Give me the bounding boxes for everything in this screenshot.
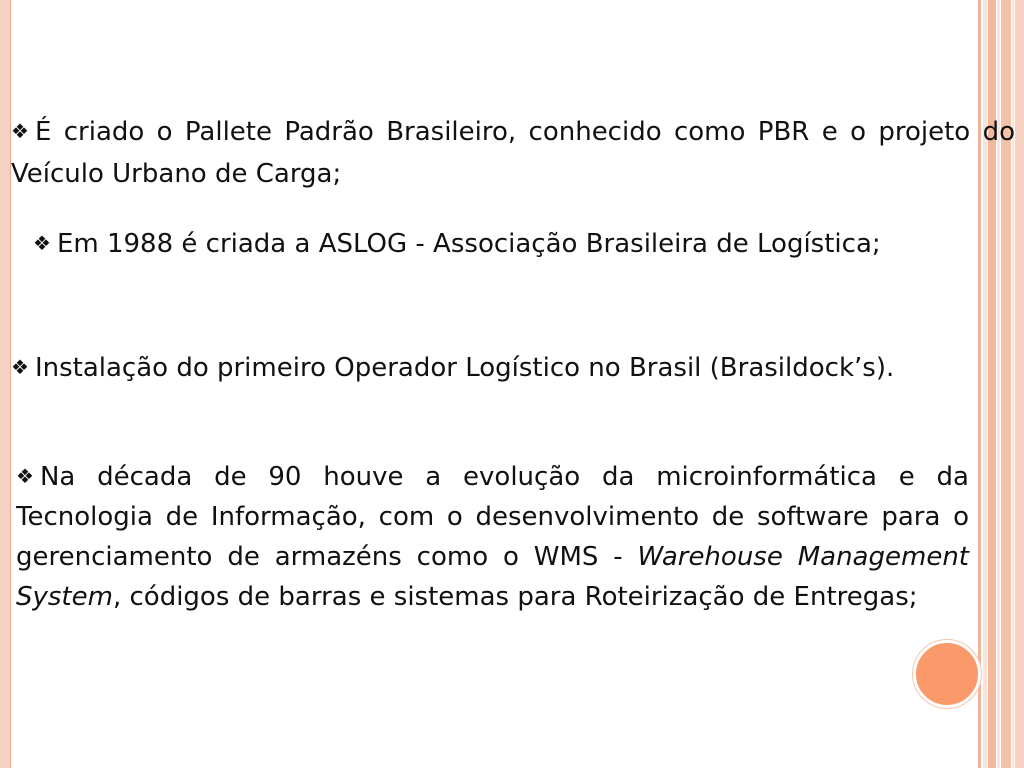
diamond-bullet-icon: ❖: [11, 119, 29, 143]
bullet-text-italic: Warehouse Management System: [16, 542, 969, 612]
diamond-bullet-icon: ❖: [11, 355, 29, 379]
bullet-text: , códigos de barras e sistemas para Roteirização de Entregas;: [112, 582, 918, 612]
bullet-item-pbr: [11, 110, 1015, 195]
bullet-item-operador: [11, 346, 1015, 389]
bullet-text: Na década de 90 houve a evolução da microinformática e da Tecnologia de Informação, com o desenvolvimento de software para o gerenciamento de armazéns como o WMS -: [16, 462, 969, 572]
bullet-text: É criado o Pallete Padrão Brasileiro, conhecido como PBR e o projeto do Veículo Urbano de Carga;: [11, 117, 1015, 189]
bullet-item-decada-90: [16, 456, 969, 617]
diamond-bullet-icon: ❖: [33, 231, 51, 255]
bullet-item-aslog: [33, 222, 993, 265]
orange-circle-decoration: [913, 640, 981, 708]
left-border-stripe: [0, 0, 11, 768]
bullet-text: Instalação do primeiro Operador Logístico no Brasil (Brasildock’s).: [34, 353, 895, 383]
diamond-bullet-icon: ❖: [16, 464, 34, 488]
bullet-text: Em 1988 é criada a ASLOG - Associação Brasileira de Logística;: [56, 229, 881, 259]
right-border-stripe: [1015, 0, 1024, 768]
